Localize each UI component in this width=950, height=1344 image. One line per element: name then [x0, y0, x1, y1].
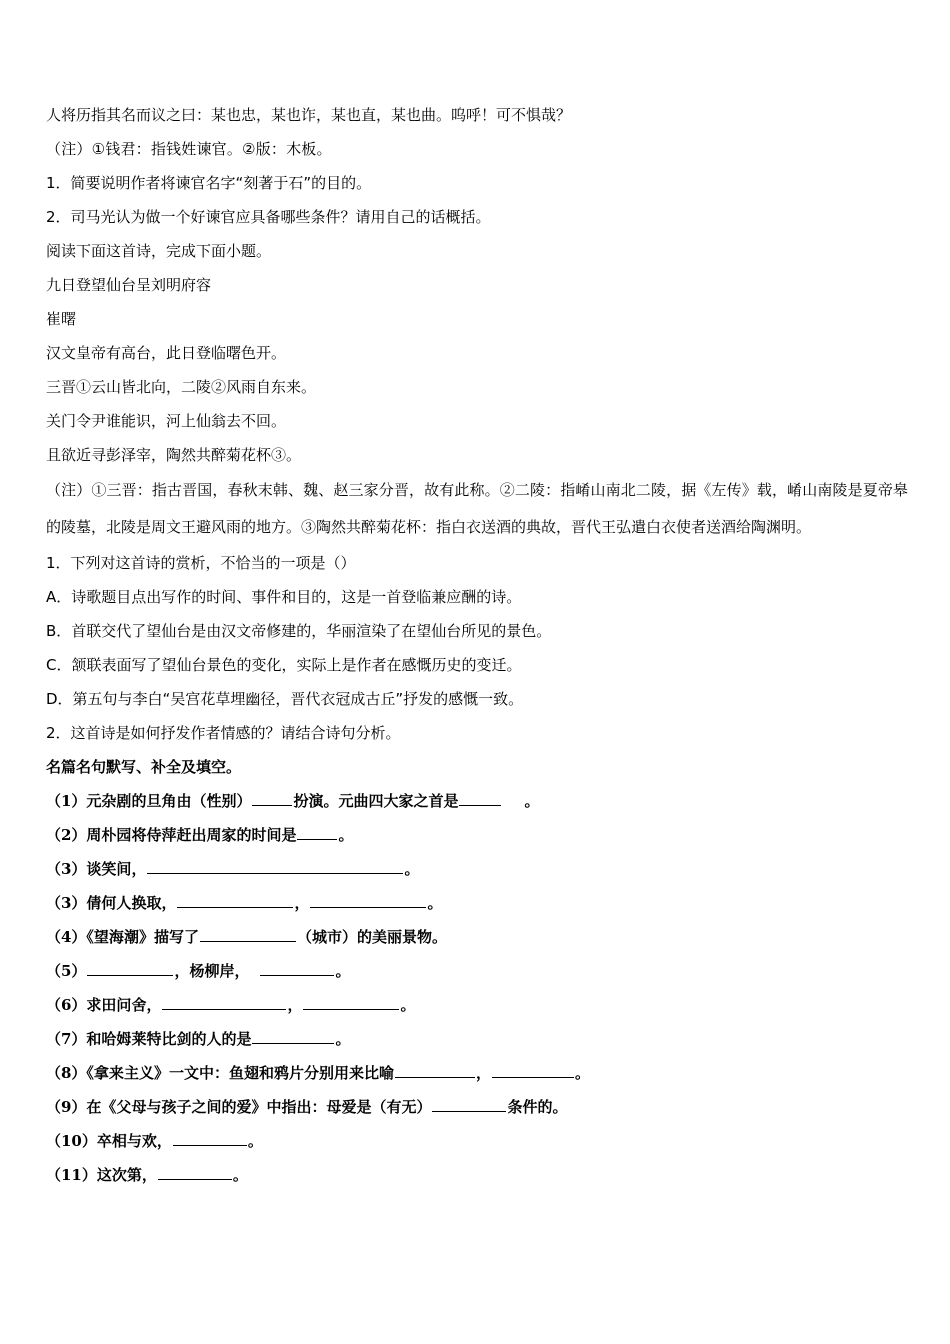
- fill-text: 。: [232, 1166, 248, 1184]
- fill-text: 。: [335, 1030, 351, 1048]
- fill-text: ，杨柳岸，: [174, 962, 250, 980]
- fill-item-8: [46, 1022, 908, 1056]
- poem-author: 崔曙: [46, 310, 77, 328]
- poem-question-1: 1．下列对这首诗的赏析，不恰当的一项是（）: [46, 554, 356, 572]
- passage-text-line: 人将历指其名而议之曰：某也忠，某也诈，某也直，某也曲。呜呼！可不惧哉？: [46, 106, 572, 124]
- fill-text: （11）这次第，: [46, 1166, 157, 1184]
- answer-blank[interactable]: [260, 960, 334, 976]
- option-b: B．首联交代了望仙台是由汉文帝修建的，华丽渲染了在望仙台所见的景色。: [46, 622, 552, 640]
- answer-blank[interactable]: [177, 892, 293, 908]
- answer-blank[interactable]: [310, 892, 426, 908]
- answer-blank[interactable]: [162, 994, 286, 1010]
- answer-blank[interactable]: [432, 1096, 506, 1112]
- answer-blank[interactable]: [87, 960, 173, 976]
- poem-note: （注）①三晋：指古晋国，春秋末韩、魏、赵三家分晋，故有此称。②二陵：指崤山南北二陵，据《左传》载，崤山南陵是夏帝皋的陵墓，北陵是周文王避风雨的地方。③陶然共醉菊花杯：指白衣送酒的典故，晋代王弘遣白衣使者送酒给陶渊明。: [46, 481, 908, 536]
- poem-title: 九日登望仙台呈刘明府容: [46, 276, 212, 294]
- fill-text: （8）《拿来主义》一文中：鱼翅和鸦片分别用来比喻: [46, 1064, 394, 1082]
- answer-blank[interactable]: [297, 824, 337, 840]
- answer-blank[interactable]: [200, 926, 296, 942]
- fill-item-9: [46, 1056, 908, 1090]
- fill-text: （4）《望海潮》描写了: [46, 928, 199, 946]
- fill-item-11: [46, 1124, 908, 1158]
- fill-text: （10）卒相与欢，: [46, 1132, 172, 1150]
- fill-text: 。: [247, 1132, 263, 1150]
- option-d: D．第五句与李白“吴宫花草埋幽径，晋代衣冠成古丘”抒发的感慨一致。: [46, 690, 524, 708]
- fill-item-10: [46, 1090, 908, 1124]
- passage-note: （注）①钱君：指钱姓谏官。②版：木板。: [46, 140, 332, 158]
- answer-blank[interactable]: [303, 994, 399, 1010]
- fill-item-1: [46, 784, 908, 818]
- answer-blank[interactable]: [158, 1164, 232, 1180]
- fill-text: （城市）的美丽景物。: [296, 928, 447, 946]
- fill-item-6: [46, 954, 908, 988]
- poem-line-2: 三晋①云山皆北向，二陵②风雨自东来。: [46, 378, 317, 396]
- answer-blank[interactable]: [395, 1062, 475, 1078]
- option-c: C．颔联表面写了望仙台景色的变化，实际上是作者在感慨历史的变迁。: [46, 656, 522, 674]
- fill-text: （5）: [46, 962, 87, 980]
- fill-text: ，: [287, 996, 303, 1014]
- fill-text: 。: [400, 996, 416, 1014]
- answer-blank[interactable]: [147, 858, 403, 874]
- fill-item-2: [46, 818, 908, 852]
- fill-text: 条件的。: [507, 1098, 568, 1116]
- fill-text: 。: [524, 792, 540, 810]
- reading-instruction: 阅读下面这首诗，完成下面小题。: [46, 242, 272, 260]
- answer-blank[interactable]: [492, 1062, 574, 1078]
- fill-text: ，: [294, 894, 310, 912]
- fill-text: （9）在《父母与孩子之间的爱》中指出：母爱是（有无）: [46, 1098, 432, 1116]
- fill-text: 。: [335, 962, 351, 980]
- answer-blank[interactable]: [173, 1130, 247, 1146]
- poem-question-2: 2．这首诗是如何抒发作者情感的？请结合诗句分析。: [46, 724, 401, 742]
- fill-item-3: [46, 852, 908, 886]
- option-a: A．诗歌题目点出写作的时间、事件和目的，这是一首登临兼应酬的诗。: [46, 588, 522, 606]
- answer-blank[interactable]: [252, 790, 292, 806]
- poem-line-1: 汉文皇帝有高台，此日登临曙色开。: [46, 344, 287, 362]
- fill-text: 。: [404, 860, 420, 878]
- fill-text: （3）谈笑间，: [46, 860, 147, 878]
- answer-blank[interactable]: [252, 1028, 334, 1044]
- fill-item-12: [46, 1158, 908, 1192]
- question-2: 2．司马光认为做一个好谏官应具备哪些条件？请用自己的话概括。: [46, 208, 491, 226]
- fill-text: （3）倩何人换取，: [46, 894, 177, 912]
- fill-text: ，: [475, 1064, 491, 1082]
- fill-text: （1）元杂剧的旦角由（性别）: [46, 792, 252, 810]
- fill-text: （2）周朴园将侍萍赶出周家的时间是: [46, 826, 297, 844]
- fill-item-7: [46, 988, 908, 1022]
- fill-text: 。: [338, 826, 354, 844]
- document-page: [46, 98, 908, 1192]
- fill-text: （7）和哈姆莱特比剑的人的是: [46, 1030, 252, 1048]
- poem-line-3: 关门令尹谁能识，河上仙翁去不回。: [46, 412, 287, 430]
- answer-blank[interactable]: [459, 790, 501, 806]
- fill-item-4: [46, 886, 908, 920]
- poem-line-4: 且欲近寻彭泽宰，陶然共醉菊花杯③。: [46, 446, 302, 464]
- fill-item-5: [46, 920, 908, 954]
- section-heading: 名篇名句默写、补全及填空。: [46, 758, 242, 776]
- fill-text: 。: [427, 894, 443, 912]
- question-1: 1．简要说明作者将谏官名字“刻著于石”的目的。: [46, 174, 372, 192]
- fill-text: 。: [574, 1064, 590, 1082]
- fill-text: 扮演。元曲四大家之首是: [293, 792, 459, 810]
- fill-text: （6）求田问舍，: [46, 996, 162, 1014]
